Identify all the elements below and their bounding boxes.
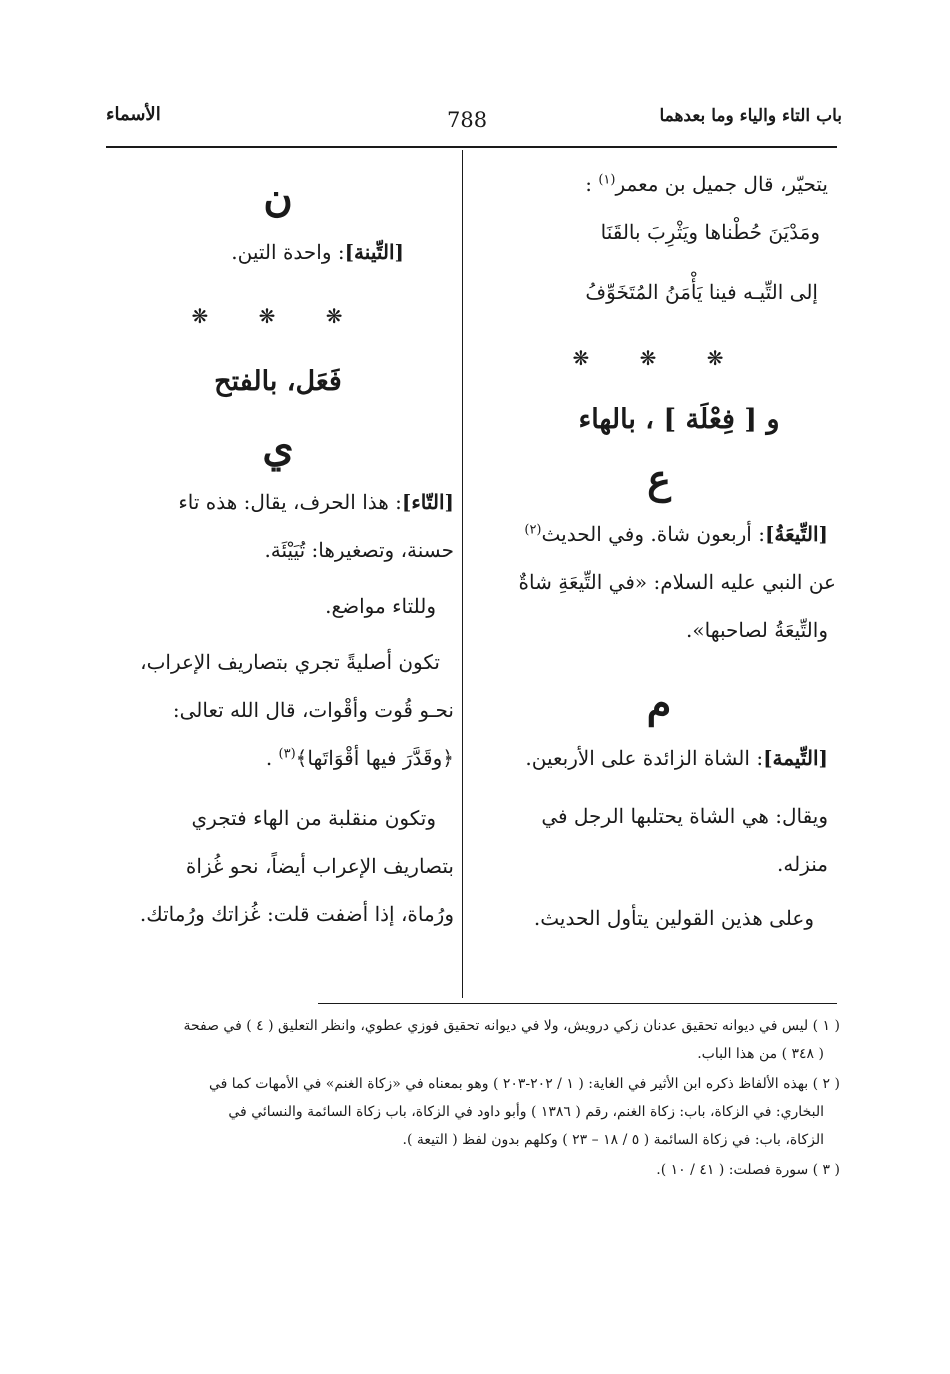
footnote-rule bbox=[318, 1003, 837, 1004]
text-line: وللتاء مواضع. bbox=[325, 594, 436, 618]
footnote-ref: (١) bbox=[598, 172, 616, 188]
letter-heading-nun: ن bbox=[263, 174, 293, 221]
text-line: وعلى هذين القولين يتأول الحديث. bbox=[533, 906, 814, 930]
footnote-ref: (٢) bbox=[524, 522, 542, 538]
entry-tayia: [التِّيعَةُ]: أربعون شاة. وفي الحديث$^{(٢)}$ bbox=[524, 522, 828, 546]
text-line: بتصاريف الإعراب أيضاً، نحو غُزاة bbox=[185, 854, 454, 878]
footnote-2: ( ٢ ) بهذه الألفاظ ذكره ابن الأثير في الغاية: ( ١ / ٢٠٢-٢٠٣ ) وهو بمعناه في «زكاة الغنم» في الأمهات كما في البخاري: في الزكاة، باب: زكاة الغنم، رقم ( ١٣٨٦ ) وأبو داود في الزكاة، باب زكاة السائمة والنسائي في الزكاة، باب: في زكاة السائمة ( ٥ / ١٨ – ٢٣ ) وكلهم بدون لفظ ( التيعة ). bbox=[208, 1076, 840, 1148]
column-divider bbox=[462, 150, 463, 998]
letter-heading-ya: ي bbox=[262, 424, 294, 471]
section-heading: و [ فِعْلَة ] ، بالهاء bbox=[578, 404, 780, 435]
text-line: ورُماة، إذا أضفت قلت: غُزاتك ورُماتك. bbox=[139, 902, 454, 926]
quran-quote: ﴿وقَدَّرَ فيها أقْوَاتَها﴾$^{(٣)}$ . bbox=[265, 746, 454, 770]
text-line: تكون أصليةً تجري بتصاريف الإعراب، bbox=[140, 650, 440, 674]
headword: [التِّيعَةُ] bbox=[764, 522, 828, 546]
footnote-ref: (٣) bbox=[278, 746, 296, 762]
text-line: نحـو قُوت وأقْوات، قال الله تعالى: bbox=[172, 698, 454, 722]
entry-ta: [التّاء]: هذا الحرف، يقال: هذه تاء bbox=[178, 490, 454, 514]
header-rule bbox=[106, 146, 837, 148]
entry-tina: [التِّينة]: واحدة التين. bbox=[231, 240, 404, 264]
entry-tima: [التِّيمة]: الشاة الزائدة على الأربعين. bbox=[525, 746, 828, 770]
footnotes bbox=[108, 1012, 840, 1186]
text-line: حسنة، وتصغيرها: تُيَيْئَة. bbox=[264, 538, 454, 562]
section-heading: فَعَل، بالفتح bbox=[214, 366, 342, 397]
page-number: 788 bbox=[447, 108, 488, 132]
footnote-3: ( ٣ ) سورة فصلت: ( ٤١ / ١٠ ). bbox=[656, 1162, 840, 1178]
right-column bbox=[490, 160, 836, 942]
chapter-title: باب التاء والياء وما بعدهما bbox=[659, 106, 842, 126]
letter-heading-mim: م bbox=[646, 680, 672, 727]
verse-line: ومَدْيَنَ حُطْناها ويَثْرِبَ بالقَنَا bbox=[600, 220, 820, 244]
text-line: والتِّيعَةُ لصاحبها». bbox=[686, 618, 828, 642]
footnote-1: ( ١ ) ليس في ديوانه تحقيق عدنان زكي درويش، ولا في ديوانه تحقيق فوزي عطوي، وانظر التعليق ( ٤ ) في صفحة ( ٣٤٨ ) من هذا الباب. bbox=[183, 1018, 840, 1062]
text-line: عن النبي عليه السلام: «في التِّيعَةِ شاةٌ bbox=[518, 570, 836, 594]
letter-heading-ain: ع bbox=[647, 456, 671, 503]
text-line: وتكون منقلبة من الهاء فتجري bbox=[191, 806, 436, 830]
headword: [التِّينة] bbox=[344, 240, 404, 264]
text-line: ويقال: هي الشاة يحتلبها الرجل في bbox=[541, 804, 828, 828]
verse-line: إلى التِّيـه فينا يَأْمَنُ المُتَخَوِّفُ bbox=[585, 280, 818, 304]
section-title: الأسماء bbox=[106, 104, 161, 125]
left-column bbox=[102, 160, 454, 938]
section-separator: ❋ ❋ ❋ bbox=[191, 304, 365, 328]
section-separator: ❋ ❋ ❋ bbox=[572, 346, 746, 370]
text-line: منزله. bbox=[777, 852, 828, 876]
headword: [التّاء] bbox=[401, 490, 454, 514]
headword: [التِّيمة] bbox=[763, 746, 828, 770]
text-line: يتحيّر، قال جميل بن معمر$^{(١)}$ : bbox=[585, 172, 828, 196]
